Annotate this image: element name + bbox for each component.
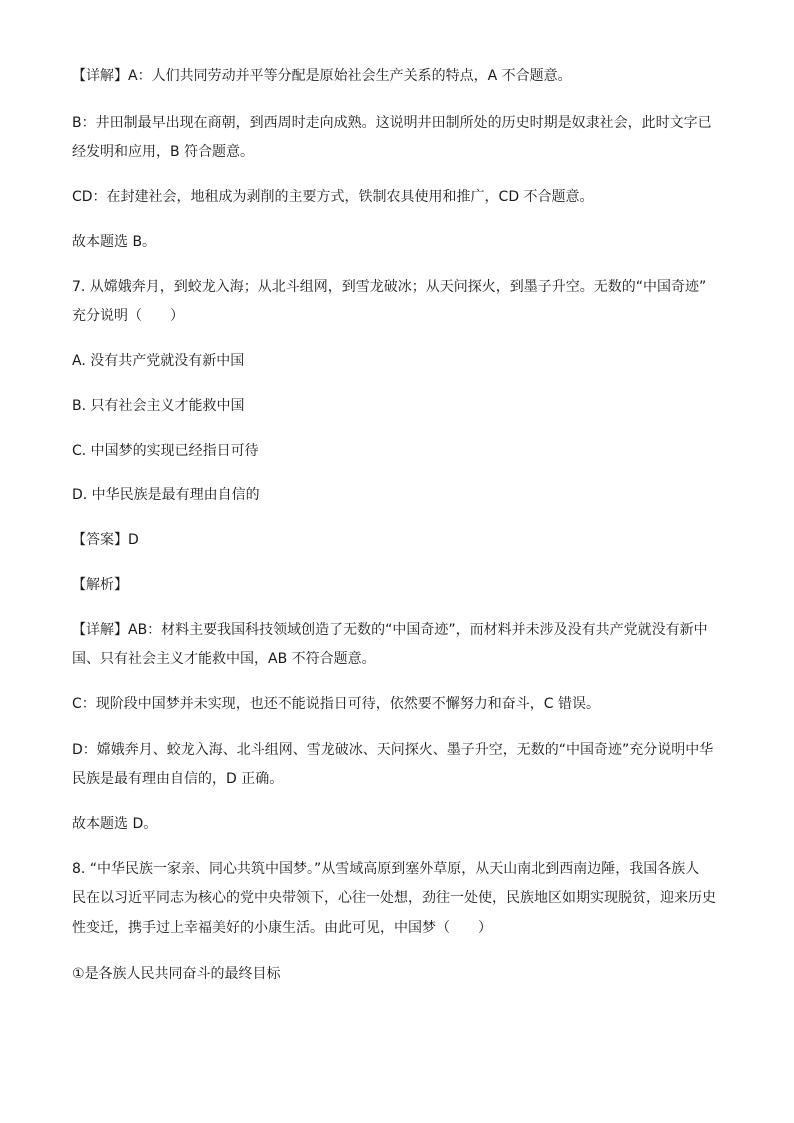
- question-8-item-1: ①是各族人民共同奋斗的最终目标: [72, 966, 281, 982]
- option-a: A. 没有共产党就没有新中国: [72, 353, 245, 369]
- detail-line-a: 【详解】A：人们共同劳动并平等分配是原始社会生产关系的特点，A 不合题意。: [72, 68, 572, 84]
- option-d: D. 中华民族是最有理由自信的: [72, 487, 260, 503]
- option-c: C. 中国梦的实现已经指日可待: [72, 443, 259, 459]
- question-8-line-3: 性变迁，携手过上幸福美好的小康生活。由此可见，中国梦（ ）: [72, 920, 492, 936]
- detail-7-ab-line-2: 国、只有社会主义才能救中国，AB 不符合题意。: [72, 651, 376, 667]
- analysis-label: 【解析】: [72, 577, 128, 593]
- detail-line-b-2: 经发明和应用，B 符合题意。: [72, 144, 255, 160]
- detail-7-ab-line-1: 【详解】AB：材料主要我国科技领域创造了无数的“中国奇迹”，而材料并未涉及没有共产党就没有新中: [72, 622, 708, 638]
- question-7-line-2: 充分说明（ ）: [72, 308, 184, 324]
- detail-7-c: C：现阶段中国梦并未实现，也还不能说指日可待，依然要不懈努力和奋斗，C 错误。: [72, 696, 600, 712]
- question-8-line-1: 8. “中华民族一家亲、同心共筑中国梦。”从雪域高原到塞外草原，从天山南北到西南边陲，我国各族人: [72, 861, 700, 877]
- answer-label: 【答案】D: [72, 532, 139, 548]
- option-b: B. 只有社会主义才能救中国: [72, 398, 245, 414]
- detail-line-b-1: B：井田制最早出现在商朝，到西周时走向成熟。这说明井田制所处的历史时期是奴隶社会，此时文字已: [72, 115, 712, 131]
- question-7-line-1: 7. 从嫦娥奔月，到蛟龙入海；从北斗组网，到雪龙破冰；从天问探火，到墨子升空。无数的“中国奇迹”: [72, 279, 707, 295]
- detail-line-cd: CD：在封建社会，地租成为剥削的主要方式，铁制农具使用和推广，CD 不合题意。: [72, 189, 594, 205]
- detail-7-d-line-1: D：嫦娥奔月、蛟龙入海、北斗组网、雪龙破冰、天问探火、墨子升空，无数的“中国奇迹”充分说明中华: [72, 742, 714, 758]
- conclusion-q7: 故本题选 D。: [72, 816, 158, 832]
- question-8-line-2: 民在以习近平同志为核心的党中央带领下，心往一处想，劲往一处使，民族地区如期实现脱贫，迎来历史: [72, 890, 716, 906]
- detail-7-d-line-2: 民族是最有理由自信的，D 正确。: [72, 771, 284, 787]
- conclusion-q6: 故本题选 B。: [72, 234, 157, 250]
